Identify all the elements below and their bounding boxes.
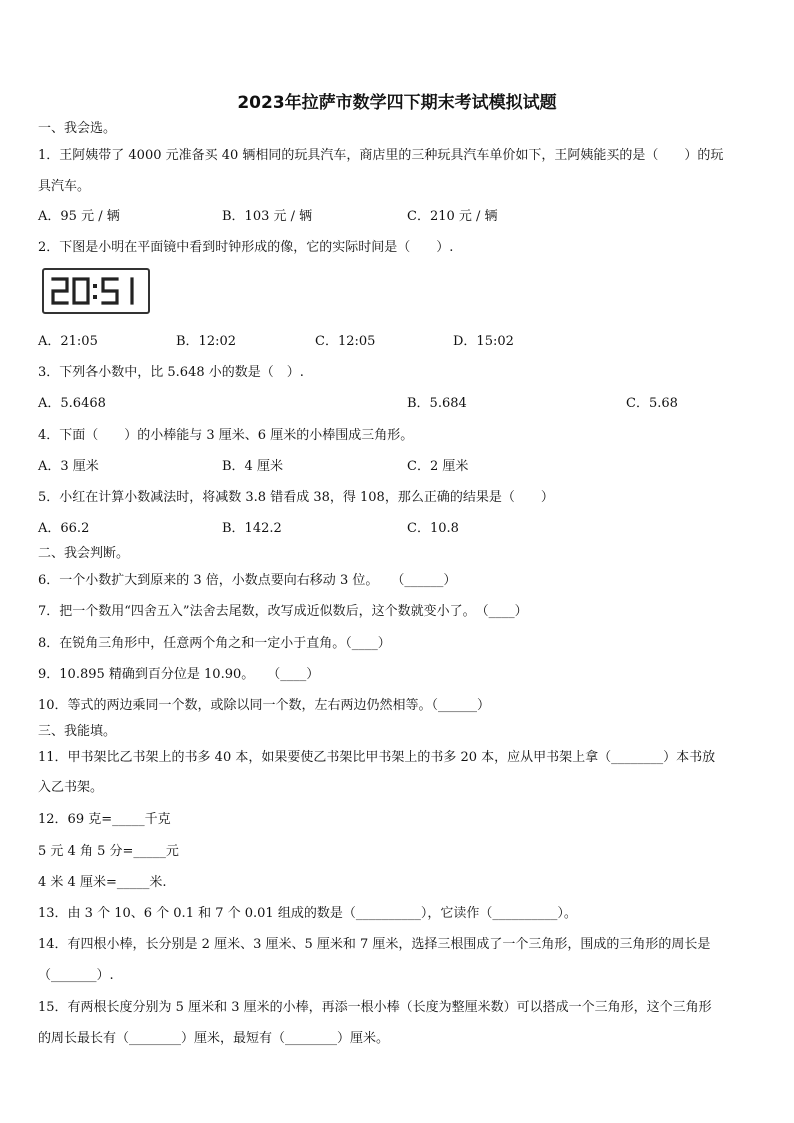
question-14-line-2: （_______）. xyxy=(38,968,114,983)
q4-option-a: A．3 厘米 xyxy=(38,459,99,474)
question-15-line-1: 15．有两根长度分别为 5 厘米和 3 厘米的小棒，再添一根小棒（长度为整厘米数）可以搭成一个三角形，这个三角形 xyxy=(38,1000,712,1015)
question-5: 5．小红在计算小数减法时，将减数 3.8 错看成 38，得 108，那么正确的结果是（ ） xyxy=(38,490,554,505)
question-11-line-1: 11．甲书架比乙书架上的书多 40 本，如果要使乙书架比甲书架上的书多 20 本，应从甲书架上拿（________）本书放 xyxy=(38,750,716,765)
q3-option-a: A．5.6468 xyxy=(38,396,106,411)
question-1-line-1: 1．王阿姨带了 4000 元准备买 40 辆相同的玩具汽车，商店里的三种玩具汽车单价如下，王阿姨能买的是（ ）的玩 xyxy=(38,148,724,163)
question-4: 4．下面（ ）的小棒能与 3 厘米、6 厘米的小棒围成三角形。 xyxy=(38,428,414,443)
question-11-line-2: 入乙书架。 xyxy=(38,780,104,795)
question-6: 6．一个小数扩大到原来的 3 倍，小数点要向右移动 3 位。 （______） xyxy=(38,573,457,588)
question-13: 13．由 3 个 10、6 个 0.1 和 7 个 0.01 组成的数是（__________），它读作（__________）。 xyxy=(38,906,577,921)
q2-option-a: A．21:05 xyxy=(38,334,98,349)
question-12-line-2: 5 元 4 角 5 分=_____元 xyxy=(38,844,179,859)
q1-option-b: B．103 元 / 辆 xyxy=(222,209,313,224)
question-15-line-2: 的周长最长有（________）厘米，最短有（________）厘米。 xyxy=(38,1031,390,1046)
question-12-line-1: 12．69 克=_____千克 xyxy=(38,812,171,827)
q4-option-c: C．2 厘米 xyxy=(407,459,469,474)
q3-option-c: C．5.68 xyxy=(626,396,678,411)
question-12-line-3: 4 米 4 厘米=_____米. xyxy=(38,875,167,890)
page-title: 2023年拉萨市数学四下期末考试模拟试题 xyxy=(237,93,557,113)
mirror-clock-image xyxy=(42,268,150,314)
section-heading: 二、我会判断。 xyxy=(38,546,130,561)
question-3: 3．下列各小数中，比 5.648 小的数是（ ）. xyxy=(38,365,304,380)
section-heading: 一、我会选。 xyxy=(38,121,117,136)
q1-option-a: A．95 元 / 辆 xyxy=(38,209,120,224)
q5-option-a: A．66.2 xyxy=(38,521,90,536)
q4-option-b: B．4 厘米 xyxy=(222,459,283,474)
clock-digits-graphic xyxy=(44,270,148,312)
q2-option-c: C．12:05 xyxy=(315,334,376,349)
question-1-line-2: 具汽车。 xyxy=(38,179,91,194)
question-9: 9．10.895 精确到百分位是 10.90。 （____） xyxy=(38,667,320,682)
q1-option-c: C．210 元 / 辆 xyxy=(407,209,498,224)
q5-option-b: B．142.2 xyxy=(222,521,282,536)
question-7: 7．把一个数用“四舍五入”法舍去尾数，改写成近似数后，这个数就变小了。 （____） xyxy=(38,604,528,619)
question-14-line-1: 14．有四根小棒，长分别是 2 厘米、3 厘米、5 厘米和 7 厘米，选择三根围成了一个三角形，围成的三角形的周长是 xyxy=(38,937,711,952)
q5-option-c: C．10.8 xyxy=(407,521,459,536)
q3-option-b: B．5.684 xyxy=(407,396,467,411)
question-8: 8．在锐角三角形中，任意两个角之和一定小于直角。（____） xyxy=(38,636,391,651)
question-2: 2．下图是小明在平面镜中看到时钟形成的像，它的实际时间是（ ）. xyxy=(38,240,454,255)
q2-option-b: B．12:02 xyxy=(176,334,237,349)
question-10: 10．等式的两边乘同一个数，或除以同一个数，左右两边仍然相等。（______） xyxy=(38,698,491,713)
section-heading: 三、我能填。 xyxy=(38,724,117,739)
q2-option-d: D．15:02 xyxy=(453,334,514,349)
